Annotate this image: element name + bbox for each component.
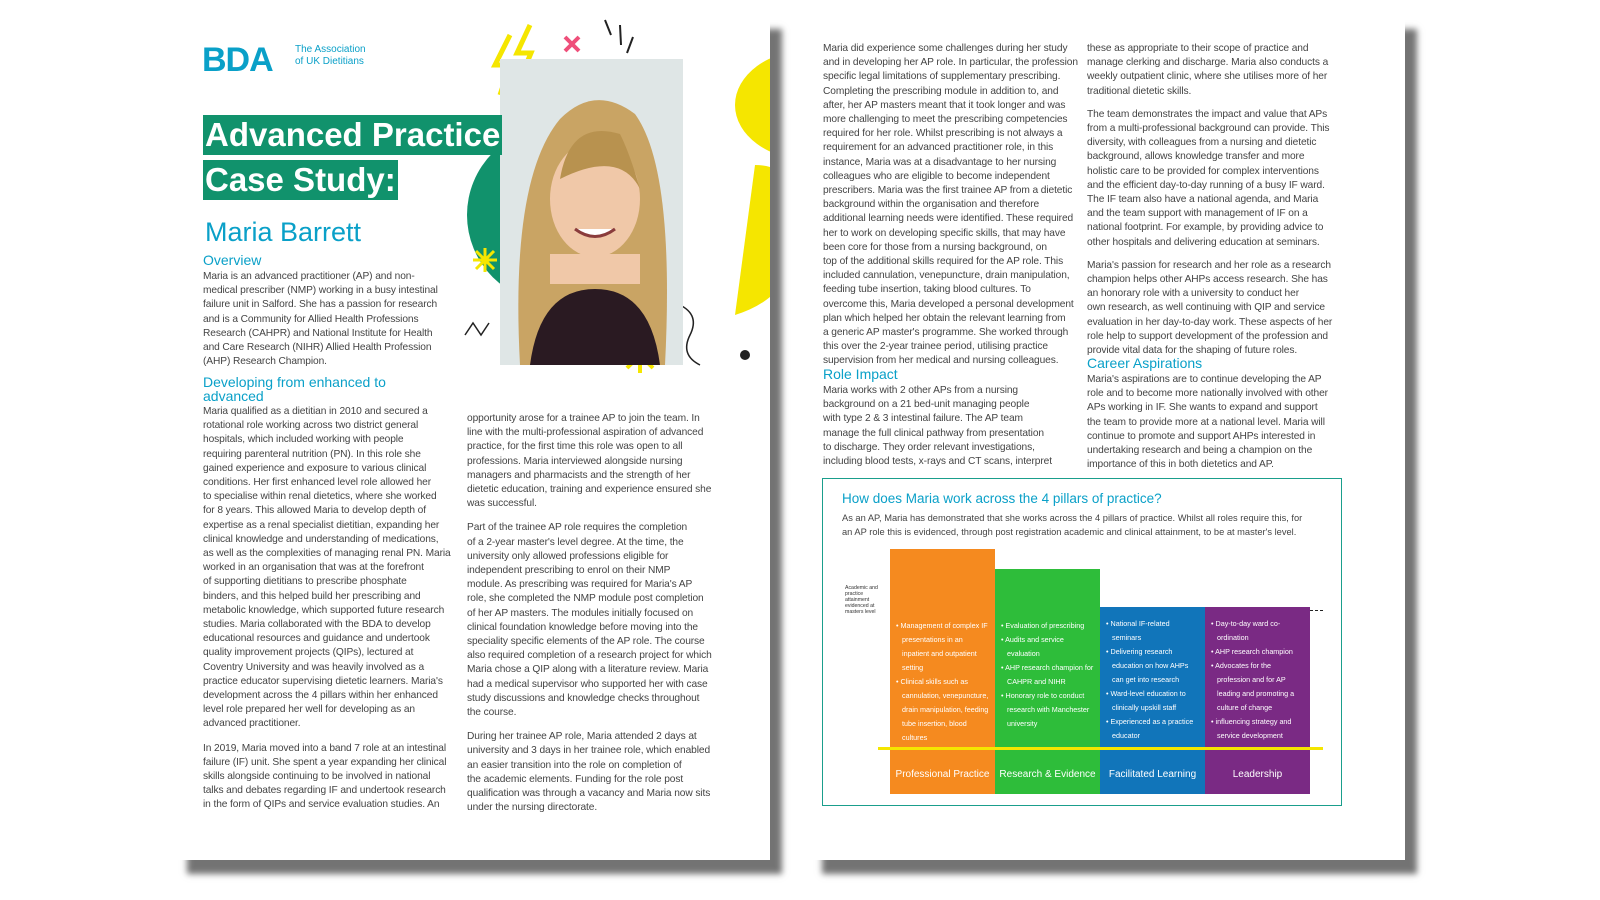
challenges-text: Maria did experience some challenges during her study and in developing her AP role. In particular, the profession specific legal limitations of supplementary prescribing. Completing the prescribing module in addition to, and after, her AP masters meant that it took longer and was more challenging to meet the prescribing competencies required for her role. Whilst prescribing is not always a requirement for an advanced practitioner role, in this instance, Maria was at a disadvantage to her nursing colleagues who are eligible to become independent prescribers. Maria was the first trainee AP from a dietetic background within the organisation and therefore additional learning needs were identified. These required her to work on developing specific skills, that may have been core for those from a nursing background, on top of the additional skills required for the AP role. This included cannulation, venepuncture, drain manipulation, feeding tube insertion, taking blood cultures. To overcome this, Maria developed a personal development plan which helped her obtain the relevant learning from a generic AP master's programme. She worked through this over the 2-year trainee period, utilising practice supervision from her medical and nursing colleagues. [823, 43, 1078, 367]
logo-text [295, 44, 366, 68]
portrait-photo [500, 59, 683, 365]
pillar-label: Leadership [1232, 769, 1283, 780]
right-column-text: these as appropriate to their scope of practice and manage clerking and discharge. Maria also conducts a weekly outpatient clinic, where she utilises more of her traditional dietetic skills. The team demonstrates the impact and value that APs from a multi-professional background can provide. This diversity, with colleagues from a nursing and dietetic background, allows knowledge transfer and more holistic care to be provided for complex interventions and the efficient day-to-day running of a busy IF ward. The IF team also have a national agenda, and Maria and the team support with management of IF on a national footprint. For example, by providing advice to other hospitals and delivering education at seminars. Maria's passion for research and her role as a research champion helps other AHPs access research. She has an honorary role with a university to conduct her own research, as well continuing with QIP and service evaluation in her day-to-day work. These aspects of her role help to support development of the profession and provide vital data for the shaping of future roles. [1087, 43, 1333, 357]
pillar-label: Research & Evidence [999, 769, 1096, 780]
pillar-items: • Day-to-day ward co- ordination • AHP research champion • Advocates for the profession and for AP leading and promoting a culture of change • influencing strategy and service development [1211, 619, 1295, 740]
sparkle-lines-icon [605, 20, 633, 53]
logo-line-1: The Association [295, 44, 366, 55]
page-left [175, 15, 770, 860]
career-heading: Career Aspirations [1087, 355, 1203, 371]
bda-logo: BDA [202, 41, 273, 79]
person-name: Maria Barrett [205, 217, 362, 247]
overview-text: Maria is an advanced practitioner (AP) and non- medical prescriber (NMP) working in a busy intestinal failure unit in Salford. She has a passion for research and is a Community for Allied Health Professions Research (CAHPR) and National Institute for Health and Care Research (NIHR) Allied Health Profession (AHP) Research Champion. [203, 271, 438, 368]
page-right [810, 15, 1405, 860]
pillar-professional-practice [890, 549, 995, 794]
middle-column-text: opportunity arose for a trainee AP to join the team. In line with the multi-professional aspiration of advanced practice, for the first time this role was open to all professions. Maria interviewed alongside nursing managers and pharmacists and the strength of her dietetic education, training and experience ensured she was successful. Part of the trainee AP role requires the completion of a 2-year master's level degree. At the time, the university only allowed professions eligible for independent prescribing to enrol on their NMP module. As prescribing was required for Maria's AP role, she completed the NMP module post completion of her AP masters. The modules initially focused on clinical foundation knowledge before moving into the speciality specific elements of the AP role. The course also required completion of a research project for which Maria chose a QIP along with a literature review. Maria had a medical supervisor who supported her with case study discussions and knowledge checks throughout the course. During her trainee AP role, Maria attended 2 days at university and 3 days in her trainee role, which enabled an easier transition into the role on completion of the academic elements. Funding for the role post qualification was through a vacancy and Maria now sits under the nursing directorate. [467, 413, 712, 814]
pillar-items: • Evaluation of prescribing • Audits and service evaluation • AHP research champion for CAHPR and NIHR • Honorary role to conduct research with Manchester university [1001, 621, 1094, 728]
career-text: Maria's aspirations are to continue developing the AP role and to become more nationally involved with other APs working in IF. She wants to expand and support the team to provide more at a national level. Maria will continue to promote and support AHPs interested in undertaking research and being a champion on the importance of this in both dietetics and AP. [1087, 374, 1328, 471]
title-line-1: Advanced Practice [205, 116, 501, 153]
pillars-heading: How does Maria work across the 4 pillars of practice? [842, 491, 1162, 506]
pillars-box [822, 478, 1342, 806]
yellow-blob-2 [735, 165, 770, 315]
yellow-blob [735, 50, 770, 160]
dot-icon [740, 350, 750, 360]
pillar-label: Professional Practice [895, 769, 990, 780]
pillar-label: Facilitated Learning [1108, 769, 1197, 780]
asterisk-icon [473, 248, 497, 272]
threshold-label: Academic and practice attainment evidenced at masters level [845, 585, 878, 615]
developing-heading: Developing from enhanced to advanced [203, 374, 386, 404]
overview-heading: Overview [203, 252, 262, 268]
developing-text: Maria qualified as a dietitian in 2010 and secured a rotational role working across two district general hospitals, which included working with people requiring parenteral nutrition (PN). In this role she gained experience and exposure to various clinical conditions. Her first enhanced level role allowed her to specialise within renal dietetics, where she worked for 8 years. This allowed Maria to develop depth of expertise as a renal specialist dietitian, expanding her clinical knowledge and understanding of medications, as well as the complexities of managing renal PN. Maria worked in an organisation that was at the forefront of supporting dietitians to prescribe phosphate binders, and this helped build her prescribing and metabolic knowledge, which supported future research studies. Maria collaborated with the BDA to develop educational resources and guidance and undertook quality improvement projects (QIPs), lectured at Coventry University and was heavily involved as a practice educator supervising dietetic learners. Maria's development across the 4 pillars within her enhanced level role prepared her well for developing as an advanced practitioner. In 2019, Maria moved into a band 7 role at an intestinal failure (IF) unit. She spent a year expanding her clinical skills alongside continuing to be involved in national talks and debates regarding IF and undertook research in the form of QIPs and service evaluation studies. An [203, 406, 451, 811]
role-impact-heading: Role Impact [823, 366, 898, 382]
title-line-2: Case Study: [205, 161, 396, 198]
pillars-intro: As an AP, Maria has demonstrated that she works across the 4 pillars of practice. Whilst all roles require this, for an AP role this is evidenced, through post registration academic and clinical attainment, to be at master's level. [842, 513, 1303, 537]
pillar-leadership [1205, 607, 1310, 794]
squiggle-icon [680, 305, 700, 365]
pillar-items: • Management of complex IF presentations in an inpatient and outpatient setting • Clinical skills such as cannulation, venepuncture, drain manipulation, feeding tube insertion, blood cultures [896, 621, 989, 742]
pillar-research-evidence [995, 569, 1100, 794]
role-impact-text: Maria works with 2 other APs from a nursing background on a 21 bed-unit managing people with type 2 & 3 intestinal failure. The AP team manage the full clinical pathway from presentation to discharge. They order relevant investigations, including blood tests, x-rays and CT scans, interpret [823, 385, 1052, 468]
cross-icon [565, 37, 579, 51]
pillar-facilitated-learning [1100, 607, 1205, 794]
logo-line-2: of UK Dietitians [295, 56, 364, 67]
pillar-items: • National IF-related seminars • Delivering research education on how AHPs can get into research • Ward-level education to clinically upskill staff • Experienced as a practice educator [1106, 619, 1194, 740]
base-line [878, 747, 1323, 750]
